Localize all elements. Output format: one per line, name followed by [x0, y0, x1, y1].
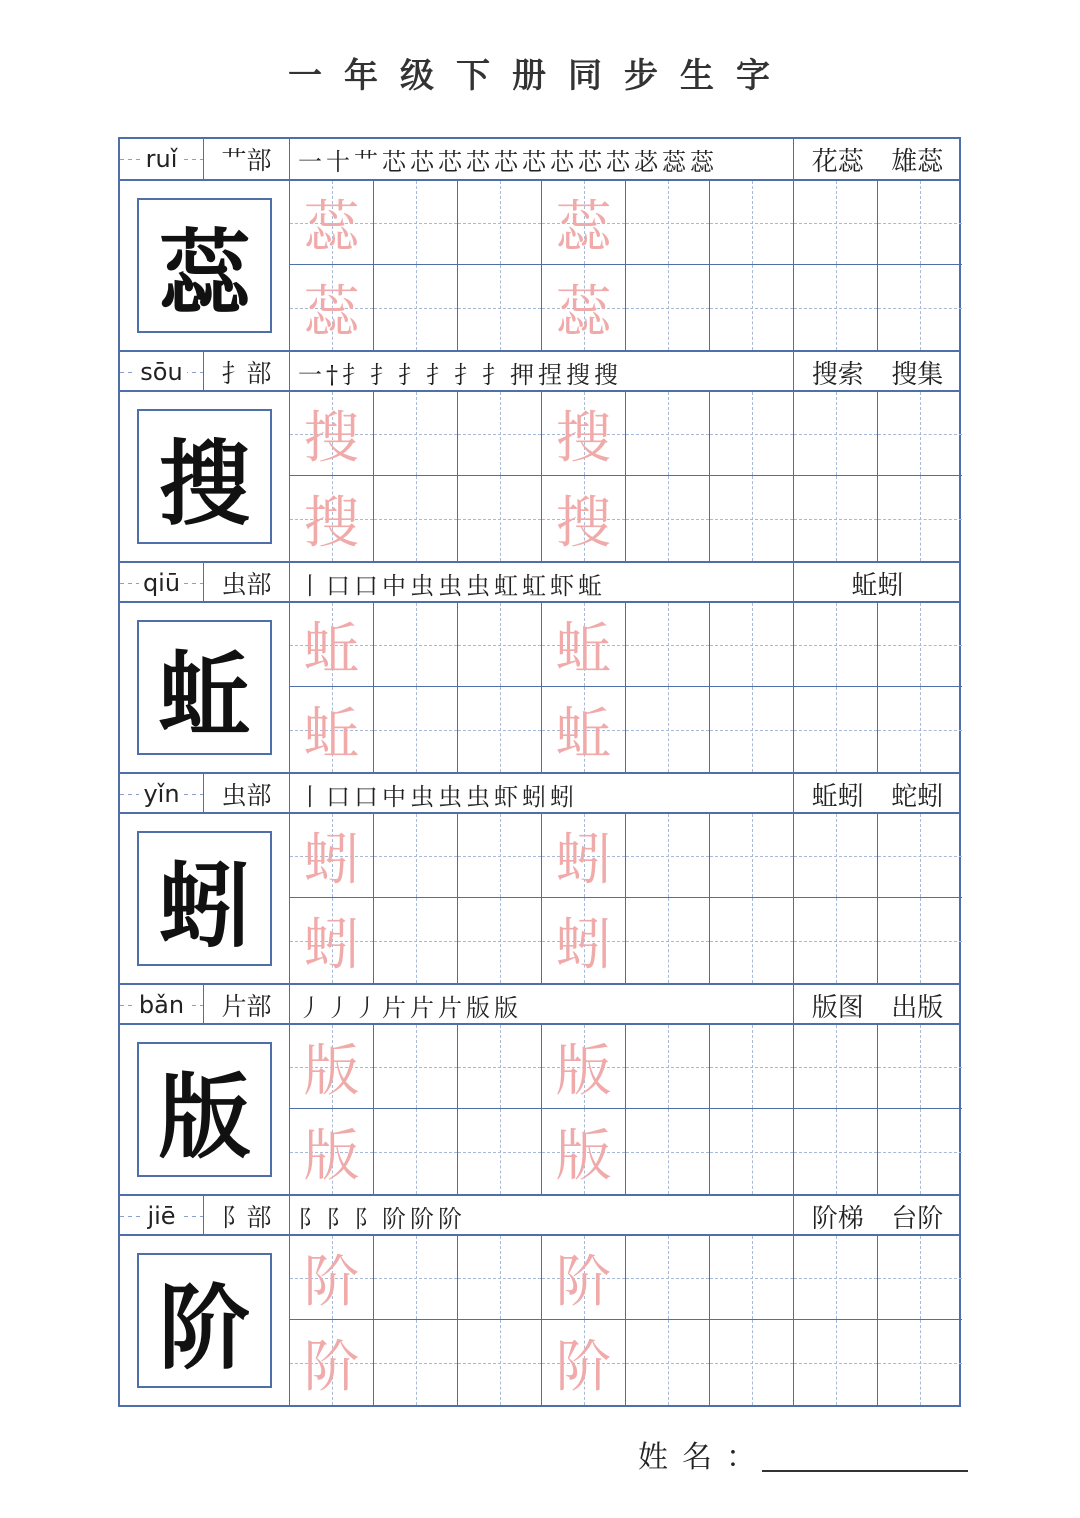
practice-cell[interactable] [374, 181, 458, 265]
example-words [794, 1196, 961, 1236]
trace-character: 搜 [555, 405, 612, 471]
practice-cell[interactable] [290, 1236, 374, 1320]
practice-cell[interactable] [458, 181, 542, 265]
stroke-order [290, 1196, 794, 1236]
practice-cell[interactable] [458, 687, 542, 772]
character-entry [120, 983, 959, 1194]
character-entry [120, 139, 959, 350]
practice-cell[interactable] [710, 1320, 794, 1405]
pinyin: qiū [139, 571, 184, 595]
practice-cell[interactable] [710, 603, 794, 687]
example-word: 搜索 [811, 359, 864, 390]
practice-cell[interactable] [710, 392, 794, 476]
pinyin: yǐn [139, 782, 183, 806]
trace-character: 蕊 [555, 279, 612, 345]
practice-cell[interactable] [458, 603, 542, 687]
practice-cell[interactable] [710, 265, 794, 350]
writing-sheet [118, 137, 961, 1407]
character-entry [120, 350, 959, 561]
practice-cell[interactable] [290, 476, 374, 561]
trace-character: 搜 [555, 490, 612, 556]
practice-cell[interactable] [626, 687, 710, 772]
practice-cell[interactable] [794, 1320, 878, 1405]
practice-cell[interactable] [626, 392, 710, 476]
trace-character: 阶 [303, 1334, 360, 1400]
practice-cell[interactable] [626, 1109, 710, 1194]
practice-cell[interactable] [374, 476, 458, 561]
practice-cell[interactable] [626, 265, 710, 350]
stroke-order [290, 774, 794, 814]
trace-character: 蕊 [303, 194, 360, 260]
practice-cell[interactable] [710, 1109, 794, 1194]
practice-cell[interactable] [878, 392, 962, 476]
practice-cell[interactable] [878, 898, 962, 983]
model-character-area [120, 181, 290, 350]
info-row [120, 561, 959, 603]
practice-cell[interactable] [878, 814, 962, 898]
pinyin-cell [120, 1196, 204, 1236]
practice-cell[interactable] [458, 1109, 542, 1194]
stroke-order [290, 139, 794, 179]
pinyin-cell [120, 774, 204, 814]
practice-grid [290, 181, 961, 350]
example-word: 搜集 [891, 359, 944, 390]
practice-cell[interactable] [374, 898, 458, 983]
practice-cell[interactable] [878, 181, 962, 265]
practice-cell[interactable] [878, 265, 962, 350]
practice-cell[interactable] [458, 898, 542, 983]
example-word: 蚯蚓 [851, 570, 904, 601]
practice-cell[interactable] [290, 1025, 374, 1109]
model-character-area [120, 392, 290, 561]
pinyin-cell [120, 985, 204, 1025]
practice-cell[interactable] [290, 1109, 374, 1194]
trace-character: 版 [555, 1038, 612, 1104]
practice-cell[interactable] [542, 814, 626, 898]
practice-cell[interactable] [458, 392, 542, 476]
practice-cell[interactable] [374, 1109, 458, 1194]
trace-character: 阶 [555, 1334, 612, 1400]
practice-cell[interactable] [878, 1320, 962, 1405]
pinyin-cell [120, 563, 204, 603]
model-character-area [120, 1025, 290, 1194]
model-character-area [120, 603, 290, 772]
practice-cell[interactable] [458, 1025, 542, 1109]
practice-cell[interactable] [458, 814, 542, 898]
model-character-area [120, 814, 290, 983]
stroke-sequence: 一十艹芯芯芯芯芯芯芯芯芯苾蕊蕊 [298, 147, 718, 176]
practice-cell[interactable] [794, 392, 878, 476]
character-entry [120, 1194, 959, 1405]
practice-cell[interactable] [794, 603, 878, 687]
practice-cell[interactable] [710, 814, 794, 898]
example-word: 阶梯 [811, 1203, 864, 1234]
example-word: 雄蕊 [891, 146, 944, 177]
trace-character: 版 [555, 1123, 612, 1189]
stroke-order [290, 352, 794, 392]
trace-character: 蚓 [303, 827, 360, 893]
example-words [794, 563, 961, 603]
practice-cell[interactable] [290, 265, 374, 350]
practice-grid [290, 1025, 961, 1194]
example-word: 出版 [891, 992, 944, 1023]
practice-cell[interactable] [794, 814, 878, 898]
practice-cell[interactable] [290, 1320, 374, 1405]
practice-cell[interactable] [542, 265, 626, 350]
practice-cell[interactable] [290, 603, 374, 687]
trace-character: 阶 [555, 1249, 612, 1315]
example-word: 台阶 [891, 1203, 944, 1234]
radical: 扌部 [204, 352, 290, 392]
character-entry [120, 561, 959, 772]
radical: 阝部 [204, 1196, 290, 1236]
practice-cell[interactable] [542, 898, 626, 983]
model-character: 蚯 [137, 620, 272, 755]
info-row [120, 1194, 959, 1236]
practice-cell[interactable] [794, 476, 878, 561]
practice-grid [290, 814, 961, 983]
pinyin-cell [120, 139, 204, 179]
practice-cell[interactable] [290, 392, 374, 476]
trace-character: 搜 [303, 490, 360, 556]
practice-cell[interactable] [878, 1025, 962, 1109]
practice-cell[interactable] [710, 687, 794, 772]
example-words [794, 774, 961, 814]
practice-cell[interactable] [626, 898, 710, 983]
stroke-sequence: 阝阝阝阶阶阶 [298, 1204, 466, 1233]
model-character: 阶 [137, 1253, 272, 1388]
practice-cell[interactable] [794, 687, 878, 772]
practice-cell[interactable] [626, 1320, 710, 1405]
pinyin: ruǐ [142, 147, 182, 171]
practice-cell[interactable] [542, 1320, 626, 1405]
pinyin-cell [120, 352, 204, 392]
trace-character: 蚓 [555, 912, 612, 978]
stroke-sequence: 丨口口中虫虫虫虹虹虾蚯 [298, 571, 606, 600]
trace-character: 蕊 [303, 279, 360, 345]
practice-cell[interactable] [542, 392, 626, 476]
example-word: 花蕊 [811, 146, 864, 177]
trace-character: 蚯 [555, 701, 612, 767]
practice-cell[interactable] [794, 265, 878, 350]
trace-character: 蚯 [555, 616, 612, 682]
example-word: 版图 [811, 992, 864, 1023]
practice-cell[interactable] [878, 1109, 962, 1194]
practice-cell[interactable] [374, 1236, 458, 1320]
model-character: 蕊 [137, 198, 272, 333]
pinyin: jiē [143, 1204, 179, 1228]
practice-grid [290, 603, 961, 772]
practice-cell[interactable] [458, 265, 542, 350]
character-entry [120, 772, 959, 983]
practice-cell[interactable] [878, 687, 962, 772]
practice-cell[interactable] [542, 1236, 626, 1320]
pinyin: sōu [136, 360, 186, 384]
practice-cell[interactable] [710, 898, 794, 983]
model-character: 搜 [137, 409, 272, 544]
radical: 片部 [204, 985, 290, 1025]
practice-cell[interactable] [626, 181, 710, 265]
practice-cell[interactable] [290, 181, 374, 265]
practice-cell[interactable] [626, 603, 710, 687]
practice-cell[interactable] [374, 392, 458, 476]
practice-cell[interactable] [458, 1320, 542, 1405]
practice-cell[interactable] [794, 1236, 878, 1320]
practice-grid [290, 1236, 961, 1405]
practice-cell[interactable] [374, 1025, 458, 1109]
practice-grid [290, 392, 961, 561]
practice-cell[interactable] [710, 1025, 794, 1109]
practice-cell[interactable] [878, 1236, 962, 1320]
info-row [120, 772, 959, 814]
stroke-sequence: 丿丿丿片片片版版 [298, 993, 522, 1022]
radical: 虫部 [204, 563, 290, 603]
practice-cell[interactable] [374, 1320, 458, 1405]
example-words [794, 985, 961, 1025]
practice-cell[interactable] [290, 687, 374, 772]
practice-cell[interactable] [374, 687, 458, 772]
practice-cell[interactable] [458, 476, 542, 561]
stroke-sequence: 一†扌扌扌扌扌扌押捏搜搜 [298, 360, 622, 389]
radical: 艹部 [204, 139, 290, 179]
trace-character: 蚯 [303, 701, 360, 767]
practice-cell[interactable] [794, 1109, 878, 1194]
stroke-sequence: 丨口口中虫虫虫虾蚓蚓 [298, 782, 578, 811]
practice-cell[interactable] [710, 476, 794, 561]
name-label: 姓名： [638, 1440, 770, 1475]
practice-cell[interactable] [542, 1109, 626, 1194]
practice-cell[interactable] [878, 476, 962, 561]
pinyin: bǎn [135, 993, 188, 1017]
model-character: 版 [137, 1042, 272, 1177]
trace-character: 阶 [303, 1249, 360, 1315]
practice-cell[interactable] [794, 1025, 878, 1109]
practice-cell[interactable] [290, 898, 374, 983]
info-row [120, 139, 959, 181]
info-row [120, 983, 959, 1025]
page-title: 一年级下册同步生字 [288, 56, 792, 96]
example-word: 蚯蚓 [811, 781, 864, 812]
example-word: 蛇蚓 [891, 781, 944, 812]
practice-cell[interactable] [626, 476, 710, 561]
practice-cell[interactable] [626, 814, 710, 898]
info-row [120, 350, 959, 392]
practice-cell[interactable] [542, 687, 626, 772]
practice-cell[interactable] [626, 1236, 710, 1320]
practice-cell[interactable] [374, 265, 458, 350]
practice-cell[interactable] [374, 814, 458, 898]
trace-character: 蚓 [555, 827, 612, 893]
example-words [794, 352, 961, 392]
trace-character: 蚯 [303, 616, 360, 682]
stroke-order [290, 563, 794, 603]
trace-character: 搜 [303, 405, 360, 471]
practice-cell[interactable] [794, 181, 878, 265]
practice-cell[interactable] [542, 1025, 626, 1109]
trace-character: 蕊 [555, 194, 612, 260]
model-character-area [120, 1236, 290, 1405]
radical: 虫部 [204, 774, 290, 814]
trace-character: 版 [303, 1123, 360, 1189]
practice-cell[interactable] [542, 476, 626, 561]
practice-cell[interactable] [710, 1236, 794, 1320]
name-input-line[interactable] [762, 1470, 968, 1472]
practice-cell[interactable] [374, 603, 458, 687]
stroke-order [290, 985, 794, 1025]
model-character: 蚓 [137, 831, 272, 966]
practice-cell[interactable] [458, 1236, 542, 1320]
practice-cell[interactable] [542, 181, 626, 265]
example-words [794, 139, 961, 179]
trace-character: 蚓 [303, 912, 360, 978]
practice-cell[interactable] [542, 603, 626, 687]
practice-cell[interactable] [626, 1025, 710, 1109]
practice-cell[interactable] [290, 814, 374, 898]
practice-cell[interactable] [710, 181, 794, 265]
trace-character: 版 [303, 1038, 360, 1104]
practice-cell[interactable] [794, 898, 878, 983]
practice-cell[interactable] [878, 603, 962, 687]
